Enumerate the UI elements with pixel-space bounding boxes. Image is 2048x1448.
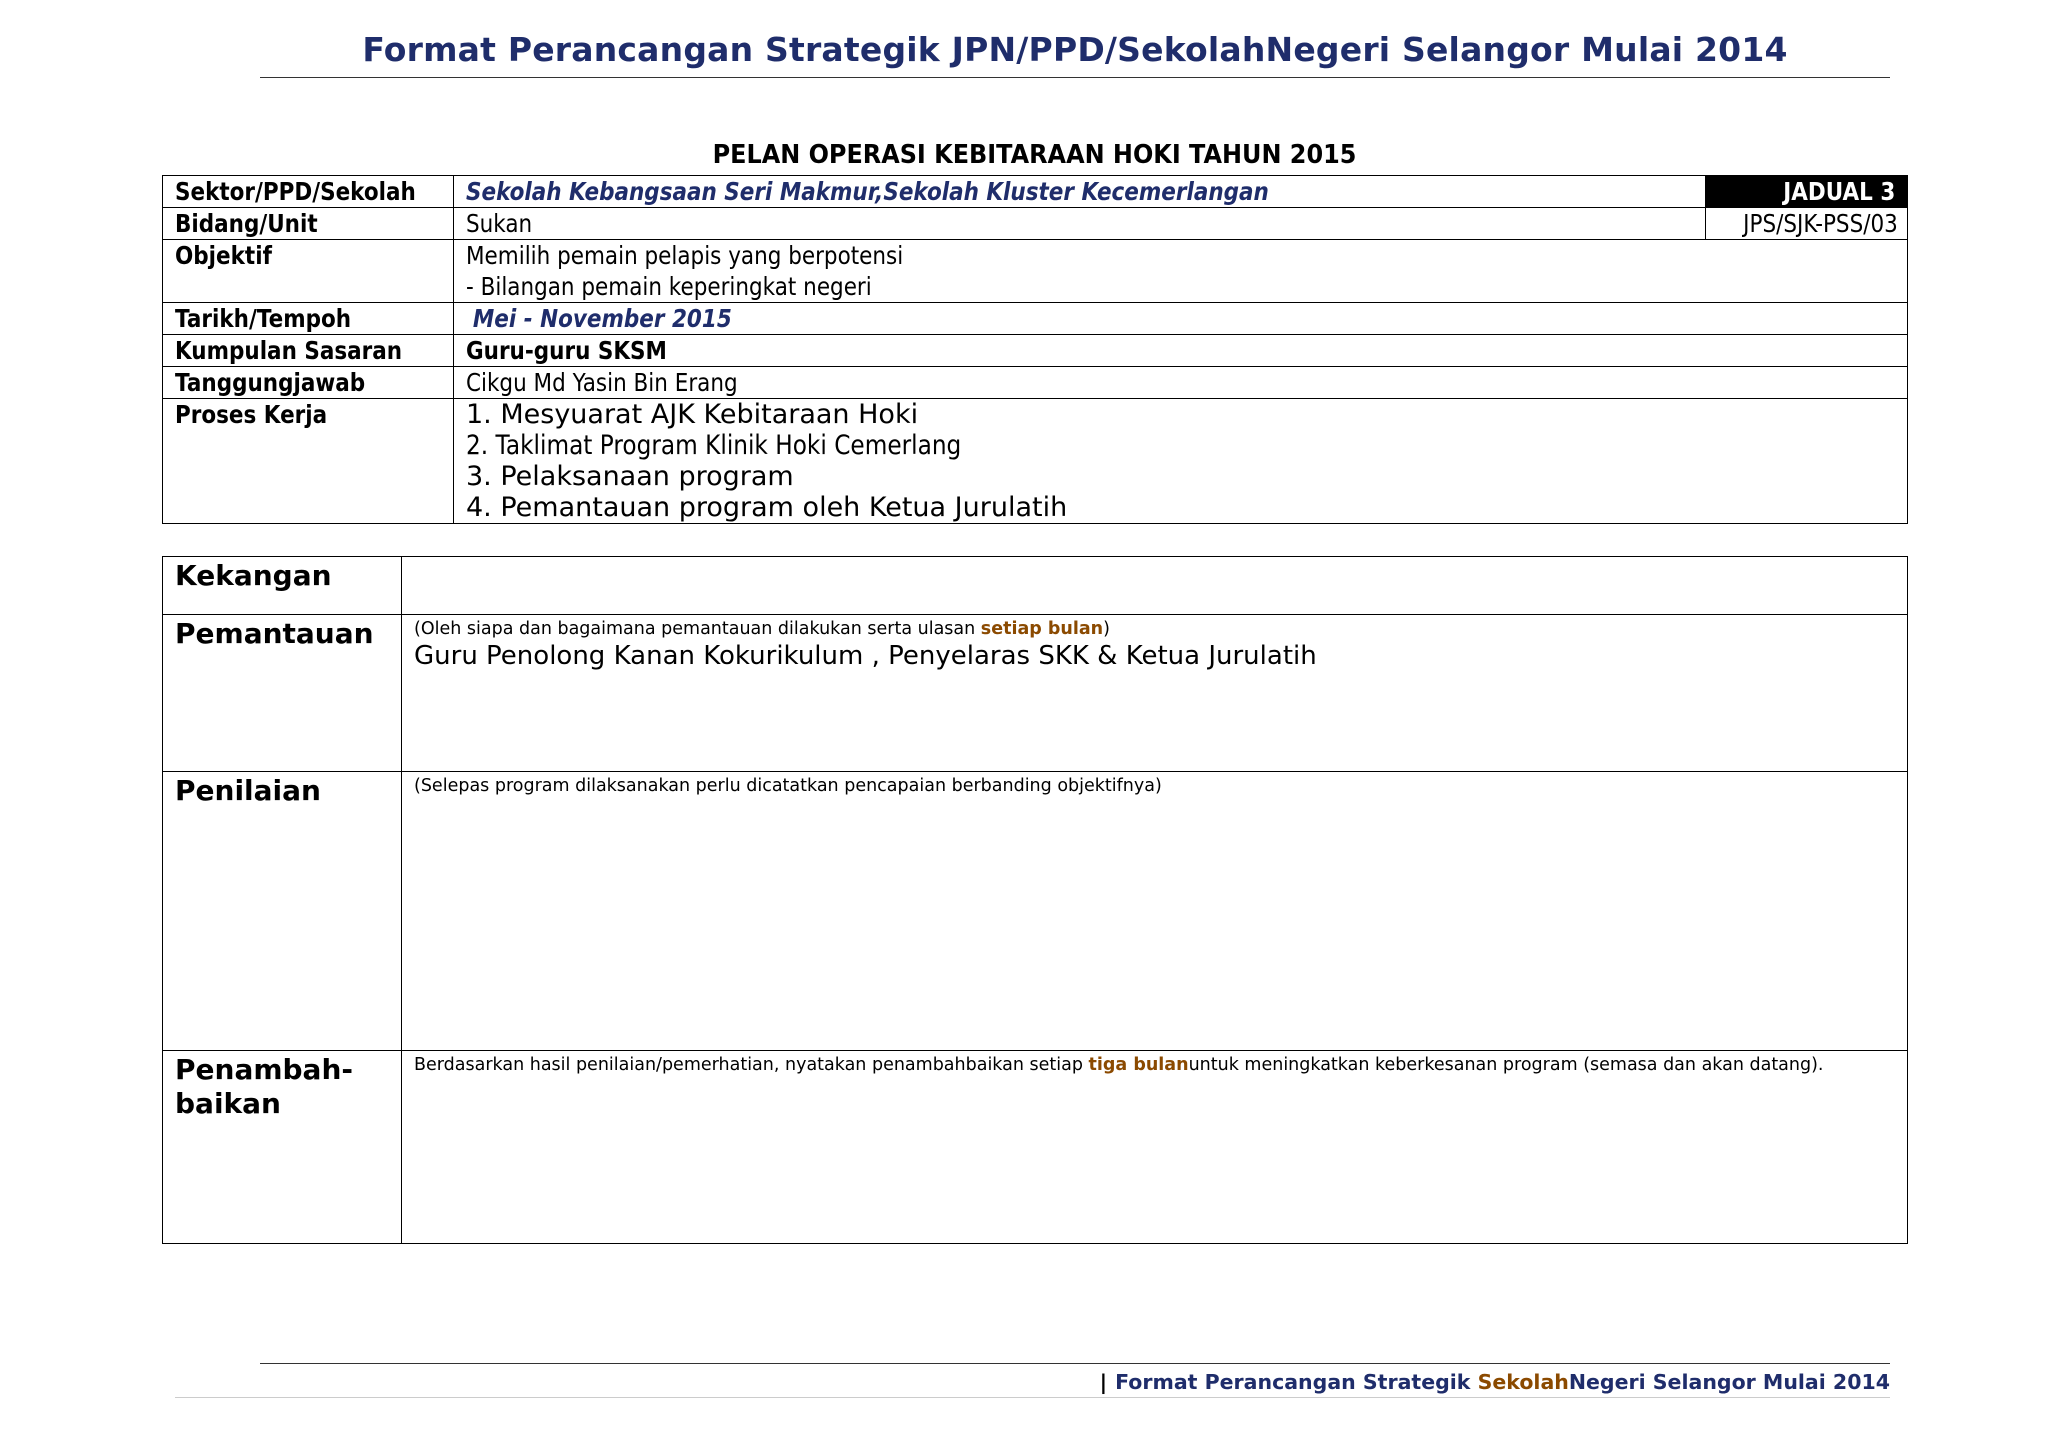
evaluation-table	[162, 556, 1908, 1244]
row-penambahbaikan	[163, 1051, 1908, 1244]
footer-accent: Sekolah	[1477, 1370, 1569, 1394]
label-kekangan: Kekangan	[163, 557, 402, 615]
label-proses: Proses Kerja	[175, 400, 328, 429]
label-objektif: Objektif	[175, 241, 272, 270]
row-objektif	[163, 240, 1908, 303]
plan-info-table	[162, 175, 1908, 524]
penilaian-field[interactable]	[402, 772, 1908, 1051]
row-penilaian	[163, 772, 1908, 1051]
pemantauan-field[interactable]	[402, 615, 1908, 772]
page-header-title: Format Perancangan Strategik JPN/PPD/SekolahNegeri Selangor Mulai 2014	[362, 30, 1788, 69]
row-tanggungjawab	[163, 367, 1908, 399]
document-code: JPS/SJK-PSS/03	[1706, 208, 1908, 240]
proses-item: 4. Pemantauan program oleh Ketua Jurulatih	[466, 492, 1068, 523]
footer-divider	[260, 1363, 1890, 1364]
row-tarikh	[163, 303, 1908, 335]
pemantauan-text: Guru Penolong Kanan Kokurikulum , Penyelaras SKK & Ketua Jurulatih	[414, 641, 1317, 671]
penambahbaikan-field[interactable]	[402, 1051, 1908, 1244]
row-pemantauan	[163, 615, 1908, 772]
value-tarikh: Mei - November 2015	[472, 304, 732, 333]
label-pemantauan: Pemantauan	[163, 615, 402, 772]
value-tanggungjawab: Cikgu Md Yasin Bin Erang	[466, 368, 738, 397]
tiga-bulan-highlight: tiga bulan	[1088, 1055, 1189, 1075]
row-sektor	[163, 176, 1908, 208]
value-kumpulan: Guru-guru SKSM	[466, 336, 667, 365]
label-tarikh: Tarikh/Tempoh	[175, 304, 352, 333]
label-penambahbaikan: Penambah- baikan	[163, 1051, 402, 1244]
value-sektor: Sekolah Kebangsaan Seri Makmur,Sekolah Kluster Kecemerlangan	[466, 177, 1269, 206]
jadual-badge: JADUAL 3	[1706, 176, 1908, 208]
proses-item: 2. Taklimat Program Klinik Hoki Cemerlang	[466, 430, 962, 461]
footer-bar: |	[1099, 1370, 1108, 1394]
label-penilaian: Penilaian	[163, 772, 402, 1051]
row-proses	[163, 399, 1908, 524]
kekangan-field[interactable]	[402, 557, 1908, 615]
proses-item: 1. Mesyuarat AJK Kebitaraan Hoki	[466, 399, 919, 430]
penambahbaikan-hint: Berdasarkan hasil penilaian/pemerhatian, nyatakan penambahbaikan setiap tiga bulanuntuk meningkatkan keberkesanan program (semasa dan akan datang).	[414, 1055, 1824, 1075]
document-title: PELAN OPERASI KEBITARAAN HOKI TAHUN 2015	[712, 140, 1357, 170]
row-kekangan	[163, 557, 1908, 615]
row-kumpulan	[163, 335, 1908, 367]
footer-divider-light	[175, 1397, 1890, 1398]
setiap-bulan-highlight: setiap bulan	[980, 619, 1104, 639]
header-divider	[260, 77, 1890, 78]
label-kumpulan: Kumpulan Sasaran	[175, 336, 403, 365]
proses-item: 3. Pelaksanaan program	[466, 461, 794, 492]
objektif-line-2: - Bilangan pemain keperingkat negeri	[466, 272, 872, 301]
label-tanggungjawab: Tanggungjawab	[175, 368, 366, 397]
footer-text: | Format Perancangan Strategik SekolahNegeri Selangor Mulai 2014	[1099, 1370, 1890, 1394]
penilaian-hint: (Selepas program dilaksanakan perlu dicatatkan pencapaian berbanding objektifnya)	[414, 776, 1162, 796]
label-bidang: Bidang/Unit	[175, 209, 318, 238]
objektif-line-1: Memilih pemain pelapis yang berpotensi	[466, 241, 904, 270]
value-bidang: Sukan	[466, 209, 533, 238]
label-sektor: Sektor/PPD/Sekolah	[175, 177, 416, 206]
row-bidang	[163, 208, 1908, 240]
pemantauan-hint: (Oleh siapa dan bagaimana pemantauan dilakukan serta ulasan setiap bulan)	[414, 619, 1110, 639]
